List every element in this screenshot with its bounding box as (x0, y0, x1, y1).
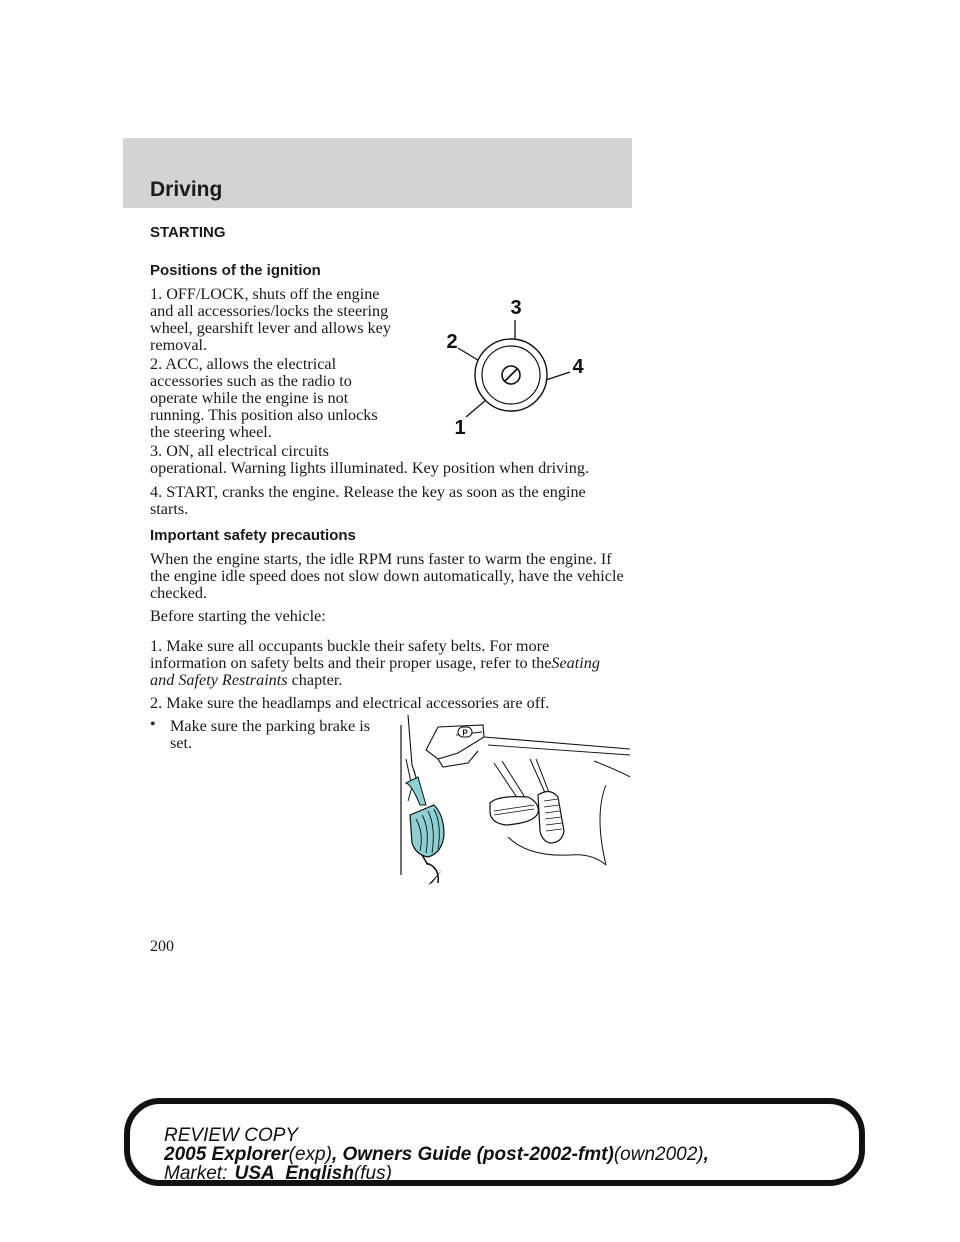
safety-subheading: Important safety precautions (150, 527, 356, 544)
ignition-label-1: 1 (454, 417, 466, 439)
review-line-3: Market: USA_English(fus) (164, 1163, 392, 1184)
safety-bullet-parking-brake: Make sure the parking brake is set. (170, 717, 371, 752)
review-line-2: 2005 Explorer(exp), Owners Guide (post-2002-fmt)(own2002), (164, 1144, 709, 1165)
page-number: 200 (150, 938, 174, 955)
bullet-icon: • (150, 716, 156, 733)
safety-step-1: 1. Make sure all occupants buckle their safety belts. For more information on safety belts and their proper usage, refer to theSeating and Safety Restraints chapter. (150, 637, 600, 689)
safety-step-2: 2. Make sure the headlamps and electrical accessories are off. (150, 694, 550, 712)
safety-paragraph-2: Before starting the vehicle: (150, 607, 326, 625)
ignition-diagram (428, 290, 598, 440)
review-copy-text (164, 1126, 709, 1183)
pedal-illustration (398, 715, 630, 885)
ignition-item-2: 2. ACC, allows the electrical accessories such as the radio to operate while the engine is not running. This position also unlocks the steering wheel. (150, 355, 378, 441)
parking-label: P (462, 728, 468, 738)
ignition-item-4: 4. START, cranks the engine. Release the key as soon as the engine starts. (150, 483, 586, 518)
review-line-1: REVIEW COPY (164, 1125, 299, 1146)
ignition-label-3: 3 (510, 297, 522, 319)
ignition-item-1: 1. OFF/LOCK, shuts off the engine and all accessories/locks the steering wheel, gearshift lever and allows key removal. (150, 285, 391, 354)
ignition-label-4: 4 (572, 356, 584, 378)
ignition-subheading: Positions of the ignition (150, 262, 321, 279)
ignition-label-2: 2 (446, 331, 458, 353)
chapter-title: Driving (150, 178, 223, 201)
safety-paragraph-1: When the engine starts, the idle RPM runs faster to warm the engine. If the engine idle speed does not slow down automatically, have the vehicle checked. (150, 550, 624, 602)
ignition-item-3: 3. ON, all electrical circuits operational. Warning lights illuminated. Key position when driving. (150, 442, 589, 477)
section-heading: STARTING (150, 224, 226, 241)
